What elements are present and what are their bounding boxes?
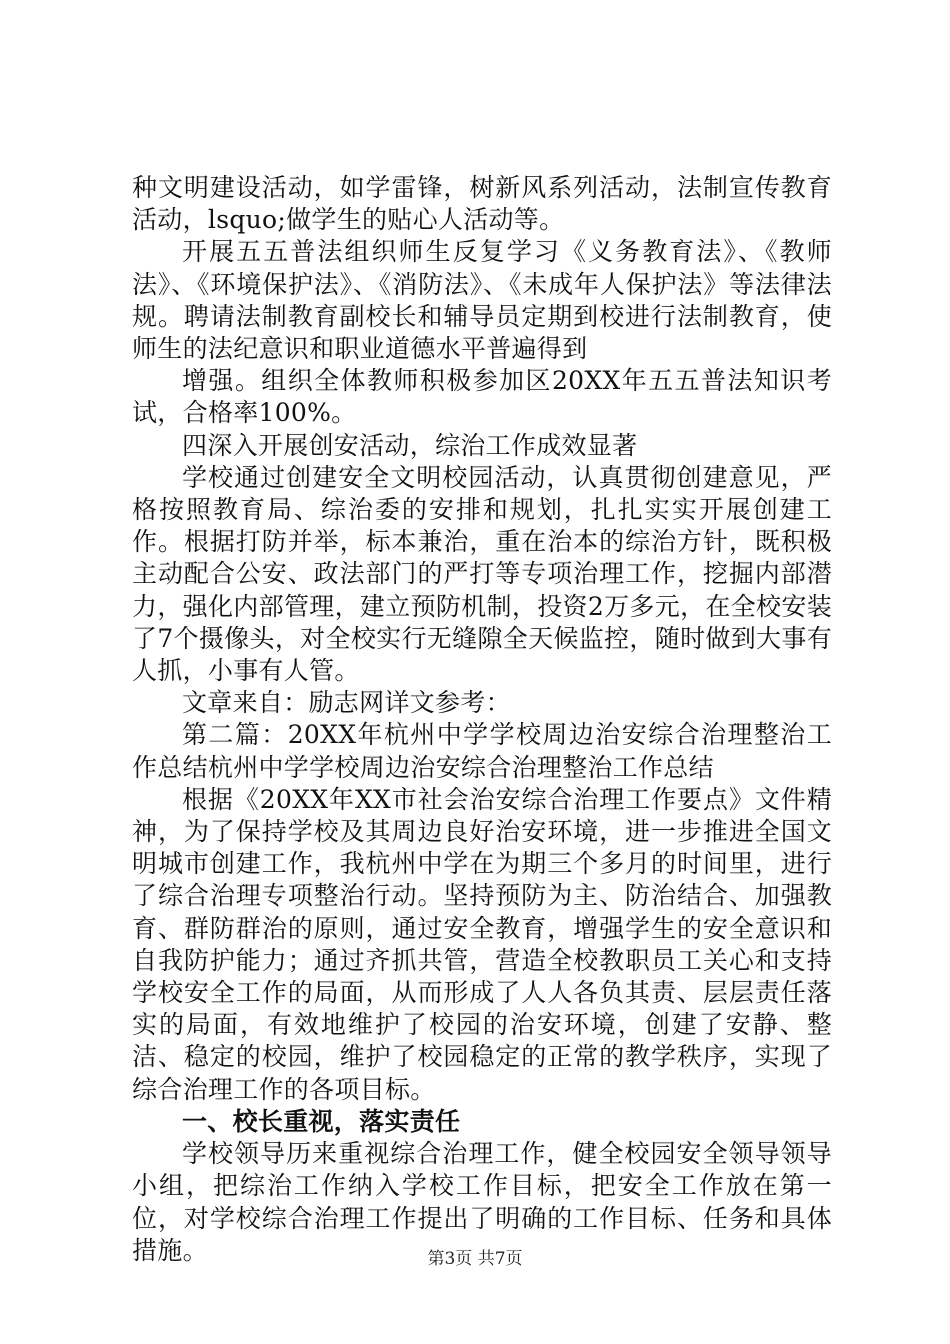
paragraph: 文章来自：励志网详文参考：: [182, 688, 511, 718]
paragraph: 学校通过创建安全文明校园活动，认真贯彻创建意见，严格按照教育局、综治委的安排和规划，扎扎实实开展创建工作。根据打防并举，标本兼治，重在治本的综治方针，既积极主动配合公安、政法部门的严打等专项治理工作，挖掘内部潜力，强化内部管理，建立预防机制，投资2万多元，在全校安装了7个摄像头，对全校实行无缝隙全天候监控，随时做到大事有人抓，小事有人管。: [132, 462, 832, 686]
paragraph: 四深入开展创安活动，综治工作成效显著: [182, 430, 638, 460]
paragraph: 种文明建设活动，如学雷锋，树新风系列活动，法制宣传教育活动，lsquo;做学生的贴心人活动等。: [132, 173, 832, 235]
paragraph: 增强。组织全体教师积极参加区20XX年五五普法知识考试，合格率100%。: [132, 366, 832, 428]
paragraph: 根据《20XX年XX市社会治安综合治理工作要点》文件精神，为了保持学校及其周边良好治安环境，进一步推进全国文明城市创建工作，我杭州中学在为期三个多月的时间里，进行了综合治理专项整治行动。坚持预防为主、防治结合、加强教育、群防群治的原则，通过安全教育，增强学生的安全意识和自我防护能力；通过齐抓共管，营造全校教职员工关心和支持学校安全工作的局面，从而形成了人人各负其责、层层责任落实的局面，有效地维护了校园的治安环境，创建了安静、整洁、稳定的校园，维护了校园稳定的正常的教学秩序，实现了综合治理工作的各项目标。: [132, 784, 832, 1104]
paragraph: 第二篇：20XX年杭州中学学校周边治安综合治理整治工作总结杭州中学学校周边治安综合治理整治工作总结: [132, 720, 832, 782]
paragraph: 开展五五普法组织师生反复学习《义务教育法》、《教师法》、《环境保护法》、《消防法》、《未成年人保护法》等法律法规。聘请法制教育副校长和辅导员定期到校进行法制教育，使师生的法纪意识和职业道德水平普遍得到: [132, 237, 832, 364]
paragraph: 学校领导历来重视综合治理工作，健全校园安全领导领导小组，把综治工作纳入学校工作目标，把安全工作放在第一位，对学校综合治理工作提出了明确的工作目标、任务和具体措施。: [132, 1139, 832, 1265]
page-number: 第3页 共7页: [427, 1249, 523, 1269]
document-body: [132, 172, 832, 1267]
section-heading: 一、校长重视，落实责任: [182, 1106, 461, 1136]
